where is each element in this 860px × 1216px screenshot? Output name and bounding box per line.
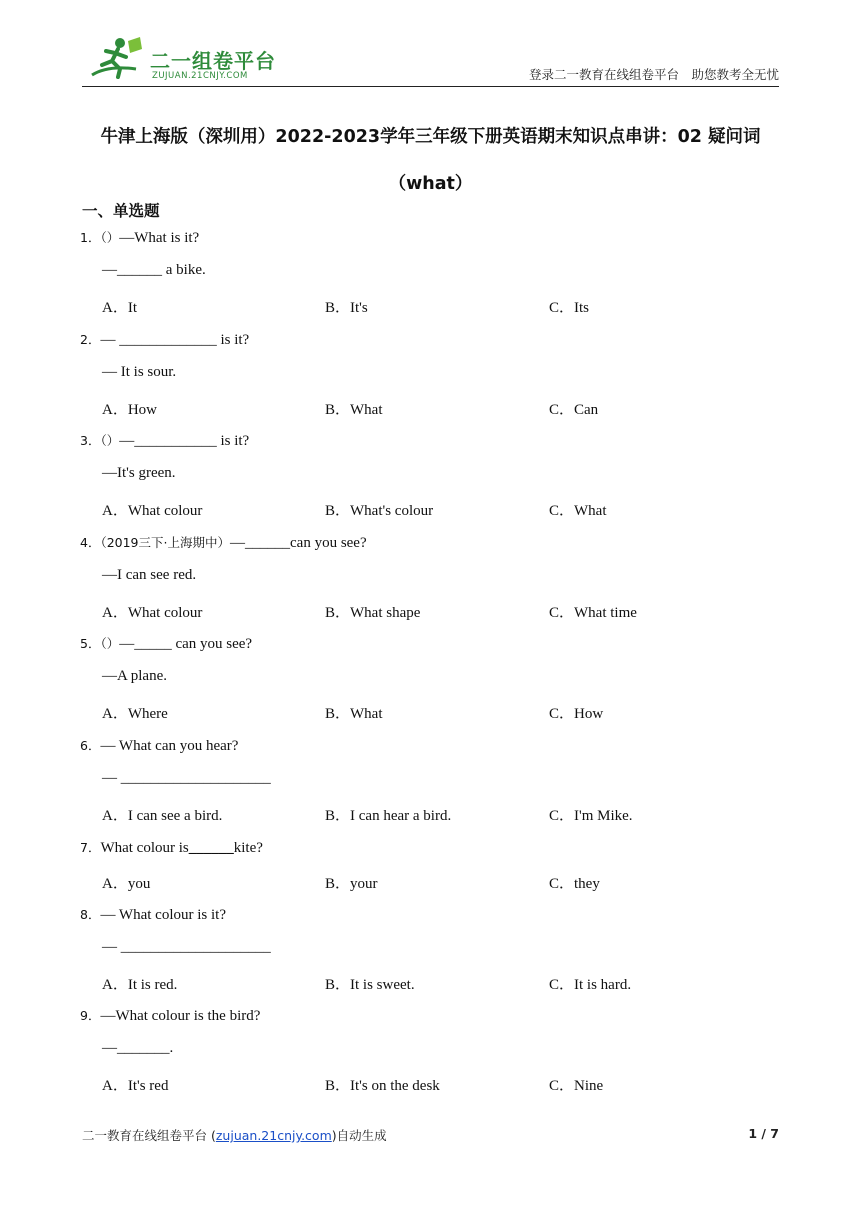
question-number: 6． bbox=[80, 738, 101, 753]
option-text: It is sweet. bbox=[350, 977, 415, 993]
option-text: Can bbox=[574, 402, 599, 418]
option-letter: B． bbox=[325, 977, 351, 993]
option-b[interactable] bbox=[325, 804, 451, 825]
option-text: What bbox=[350, 706, 383, 722]
option-text: What colour bbox=[127, 605, 203, 621]
question-stem bbox=[80, 330, 249, 349]
option-text: It is hard. bbox=[574, 977, 632, 993]
option-text: How bbox=[574, 706, 604, 722]
footer-text-post: )自动生成 bbox=[331, 1128, 387, 1143]
question-stem bbox=[80, 634, 252, 653]
question-stem bbox=[80, 905, 226, 924]
option-a[interactable] bbox=[102, 973, 177, 994]
option-letter: B． bbox=[325, 1078, 351, 1094]
question-text: — What colour is it? bbox=[100, 907, 226, 923]
option-text: Its bbox=[574, 300, 590, 316]
option-a[interactable] bbox=[102, 499, 202, 520]
option-letter: A． bbox=[102, 402, 128, 418]
option-text: Nine bbox=[574, 1078, 604, 1094]
option-text: What shape bbox=[350, 605, 421, 621]
option-letter: B． bbox=[325, 706, 351, 722]
answer-line: —I can see red. bbox=[102, 567, 197, 583]
option-b[interactable] bbox=[325, 872, 378, 893]
answer-line: —A plane. bbox=[102, 668, 167, 684]
option-b[interactable] bbox=[325, 601, 420, 622]
option-letter: B． bbox=[325, 300, 351, 316]
option-text: It's red bbox=[127, 1078, 169, 1094]
option-a[interactable] bbox=[102, 296, 137, 317]
logo-text: 二一组卷平台 bbox=[150, 49, 276, 73]
option-text: It's on the desk bbox=[350, 1078, 440, 1094]
option-a[interactable] bbox=[102, 398, 157, 419]
option-letter: A． bbox=[102, 977, 128, 993]
question-text: —___________ is it? bbox=[119, 433, 250, 449]
question-source: （） bbox=[100, 636, 120, 651]
option-text: It's bbox=[350, 300, 368, 316]
question-number: 8． bbox=[80, 907, 101, 922]
option-c[interactable] bbox=[549, 601, 637, 622]
option-text: Where bbox=[127, 706, 168, 722]
option-text: I can hear a bird. bbox=[350, 808, 452, 824]
question-number: 2． bbox=[80, 332, 101, 347]
question-text: What colour is bbox=[100, 840, 189, 856]
option-letter: B． bbox=[325, 876, 351, 892]
answer-line: —______ a bike. bbox=[102, 262, 206, 278]
page-header bbox=[82, 30, 779, 87]
footer-text-pre: 二一教育在线组卷平台 ( bbox=[82, 1128, 216, 1143]
option-b[interactable] bbox=[325, 398, 383, 419]
option-letter: A． bbox=[102, 605, 128, 621]
option-text: What bbox=[350, 402, 383, 418]
question-stem bbox=[80, 736, 238, 755]
question-text: —What colour is the bird? bbox=[100, 1008, 261, 1024]
answer-blank: ______ bbox=[188, 840, 234, 856]
answer-line: —It's green. bbox=[102, 465, 176, 481]
question-text: —______can you see? bbox=[230, 535, 367, 551]
question-number: 7． bbox=[80, 840, 101, 855]
option-letter: C． bbox=[549, 605, 575, 621]
option-letter: C． bbox=[549, 402, 575, 418]
question-stem bbox=[80, 1006, 260, 1025]
answer-line: — ____________________ bbox=[102, 770, 271, 786]
option-c[interactable] bbox=[549, 872, 600, 893]
option-letter: A． bbox=[102, 706, 128, 722]
option-a[interactable] bbox=[102, 872, 150, 893]
option-c[interactable] bbox=[549, 398, 598, 419]
option-letter: C． bbox=[549, 706, 575, 722]
question-number: 3． bbox=[80, 433, 101, 448]
option-b[interactable] bbox=[325, 296, 368, 317]
option-a[interactable] bbox=[102, 804, 222, 825]
question-text: —_____ can you see? bbox=[119, 636, 253, 652]
option-letter: A． bbox=[102, 876, 128, 892]
option-text: they bbox=[574, 876, 600, 892]
option-letter: C． bbox=[549, 1078, 575, 1094]
option-letter: A． bbox=[102, 300, 128, 316]
option-text: What colour bbox=[127, 503, 203, 519]
option-letter: A． bbox=[102, 808, 128, 824]
logo bbox=[88, 35, 278, 83]
answer-line: — It is sour. bbox=[102, 364, 177, 380]
option-text: What's colour bbox=[350, 503, 434, 519]
footer-link[interactable]: zujuan.21cnjy.com bbox=[215, 1128, 332, 1143]
option-c[interactable] bbox=[549, 1074, 603, 1095]
option-c[interactable] bbox=[549, 804, 633, 825]
option-letter: C． bbox=[549, 977, 575, 993]
option-c[interactable] bbox=[549, 296, 589, 317]
option-letter: C． bbox=[549, 300, 575, 316]
question-number: 9． bbox=[80, 1008, 101, 1023]
runner-logo-icon bbox=[88, 35, 150, 83]
option-letter: B． bbox=[325, 503, 351, 519]
option-b[interactable] bbox=[325, 499, 433, 520]
option-text: What bbox=[574, 503, 607, 519]
option-text: your bbox=[350, 876, 378, 892]
question-number: 5． bbox=[80, 636, 101, 651]
option-text: How bbox=[127, 402, 158, 418]
option-text: It bbox=[127, 300, 138, 316]
option-text: It is red. bbox=[127, 977, 178, 993]
option-a[interactable] bbox=[102, 1074, 168, 1095]
header-slogan: 登录二一教育在线组卷平台 助您教考全无忧 bbox=[528, 67, 779, 82]
option-text: I'm Mike. bbox=[574, 808, 633, 824]
document-title: 牛津上海版（深圳用）2022-2023学年三年级下册英语期末知识点串讲：02 疑问词（what） bbox=[100, 127, 761, 194]
option-letter: C． bbox=[549, 503, 575, 519]
answer-line: — ____________________ bbox=[102, 939, 271, 955]
question-stem bbox=[80, 838, 263, 857]
option-letter: A． bbox=[102, 503, 128, 519]
question-stem bbox=[80, 533, 367, 552]
option-text: you bbox=[127, 876, 151, 892]
option-letter: C． bbox=[549, 808, 575, 824]
option-c[interactable] bbox=[549, 499, 607, 520]
option-b[interactable] bbox=[325, 702, 383, 723]
option-b[interactable] bbox=[325, 1074, 440, 1095]
question-number: 4． bbox=[80, 535, 101, 550]
question-text: — What can you hear? bbox=[100, 738, 239, 754]
question-number: 1． bbox=[80, 230, 101, 245]
page-number: 1 / 7 bbox=[748, 1126, 779, 1141]
question-stem bbox=[80, 228, 199, 247]
option-c[interactable] bbox=[549, 702, 603, 723]
option-c[interactable] bbox=[549, 973, 631, 994]
option-text: I can see a bird. bbox=[127, 808, 223, 824]
section-heading: 一、单选题 bbox=[82, 202, 160, 220]
option-a[interactable] bbox=[102, 601, 202, 622]
answer-line: —_______. bbox=[102, 1040, 174, 1056]
question-text: —What is it? bbox=[119, 230, 200, 246]
question-source: （） bbox=[100, 433, 120, 448]
option-letter: B． bbox=[325, 402, 351, 418]
question-source: （） bbox=[100, 230, 120, 245]
question-source: （2019三下·上海期中） bbox=[100, 535, 230, 550]
option-a[interactable] bbox=[102, 702, 168, 723]
option-letter: B． bbox=[325, 605, 351, 621]
option-letter: B． bbox=[325, 808, 351, 824]
question-text: — _____________ is it? bbox=[100, 332, 250, 348]
option-letter: A． bbox=[102, 1078, 128, 1094]
logo-subtext: ZUJUAN.21CNJY.COM bbox=[152, 71, 248, 81]
footer-source bbox=[82, 1126, 387, 1144]
question-stem bbox=[80, 431, 249, 450]
option-letter: C． bbox=[549, 876, 575, 892]
question-text-end: kite? bbox=[233, 840, 263, 856]
option-text: What time bbox=[574, 605, 637, 621]
option-b[interactable] bbox=[325, 973, 415, 994]
